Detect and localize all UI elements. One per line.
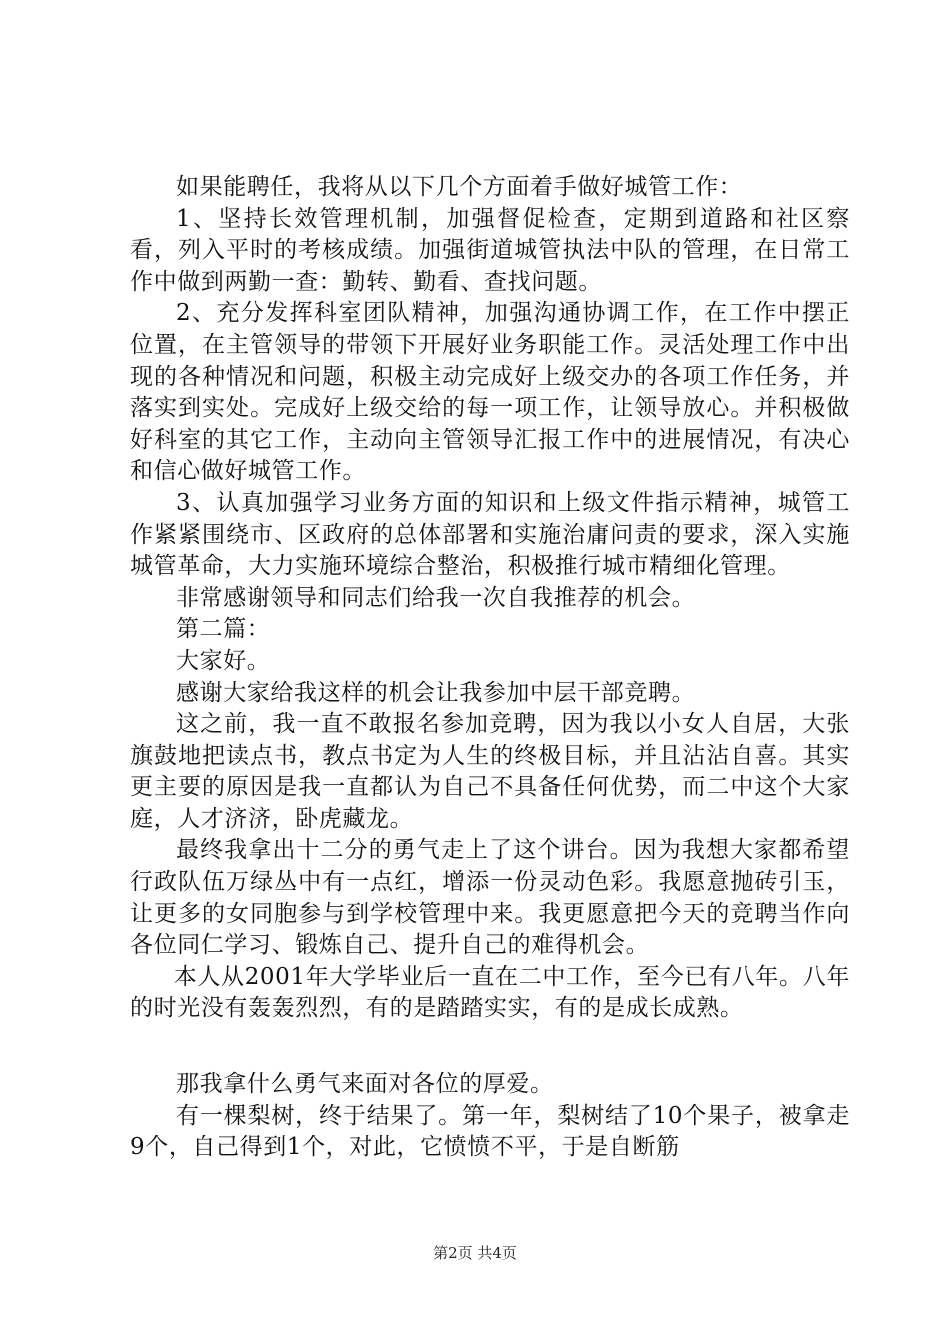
paragraph: 感谢大家给我这样的机会让我参加中层干部竞聘。	[176, 679, 696, 706]
paragraph: 大家好。	[176, 647, 271, 674]
section-heading: 第二篇：	[176, 616, 271, 643]
paragraph: 那我拿什么勇气来面对各位的厚爱。	[176, 1071, 554, 1098]
paragraph: 本人从2001年大学毕业后一直在二中工作，至今已有八年。八年的时光没有轰轰烈烈，有的是踏踏实实，有的是成长成熟。	[130, 963, 850, 1022]
paragraph: 这之前，我一直不敢报名参加竞聘，因为我以小女人自居，大张旗鼓地把读点书，教点书定为人生的终极目标，并且沾沾自喜。其实更主要的原因是我一直都认为自己不具备任何优势，而二中这个大家庭，人才济济，卧虎藏龙。	[130, 711, 850, 832]
paragraph: 1、坚持长效管理机制，加强督促检查，定期到道路和社区察看，列入平时的考核成绩。加强街道城管执法中队的管理，在日常工作中做到两勤一查：勤转、勤看、查找问题。	[130, 205, 850, 295]
paragraph: 2、充分发挥科室团队精神，加强沟通协调工作，在工作中摆正位置，在主管领导的带领下开展好业务职能工作。灵活处理工作中出现的各种情况和问题，积极主动完成好上级交办的各项工作任务，并落实到实处。完成好上级交给的每一项工作，让领导放心。并积极做好科室的其它工作，主动向主管领导汇报工作中的进展情况，有决心和信心做好城管工作。	[130, 300, 850, 485]
paragraph: 最终我拿出十二分的勇气走上了这个讲台。因为我想大家都希望行政队伍万绿丛中有一点红，增添一份灵动色彩。我愿意抛砖引玉，让更多的女同胞参与到学校管理中来。我更愿意把今天的竞聘当作向各位同仁学习、锻炼自己、提升自己的难得机会。	[130, 837, 850, 959]
paragraph: 3、认真加强学习业务方面的知识和上级文件指示精神，城管工作紧紧围绕市、区政府的总体部署和实施治庸问责的要求，深入实施城管革命，大力实施环境综合整治，积极推行城市精细化管理。	[130, 489, 850, 580]
document-body	[130, 172, 850, 1164]
paragraph: 有一棵梨树，终于结果了。第一年，梨树结了10个果子，被拿走9个，自己得到1个，对此，它愤愤不平，于是自断筋	[130, 1102, 850, 1161]
paragraph: 如果能聘任，我将从以下几个方面着手做好城管工作：	[176, 174, 743, 200]
paragraph: 非常感谢领导和同志们给我一次自我推荐的机会。	[176, 584, 696, 611]
paragraph-gap	[130, 1025, 850, 1069]
page-footer: 第2页 共4页	[433, 1244, 517, 1262]
